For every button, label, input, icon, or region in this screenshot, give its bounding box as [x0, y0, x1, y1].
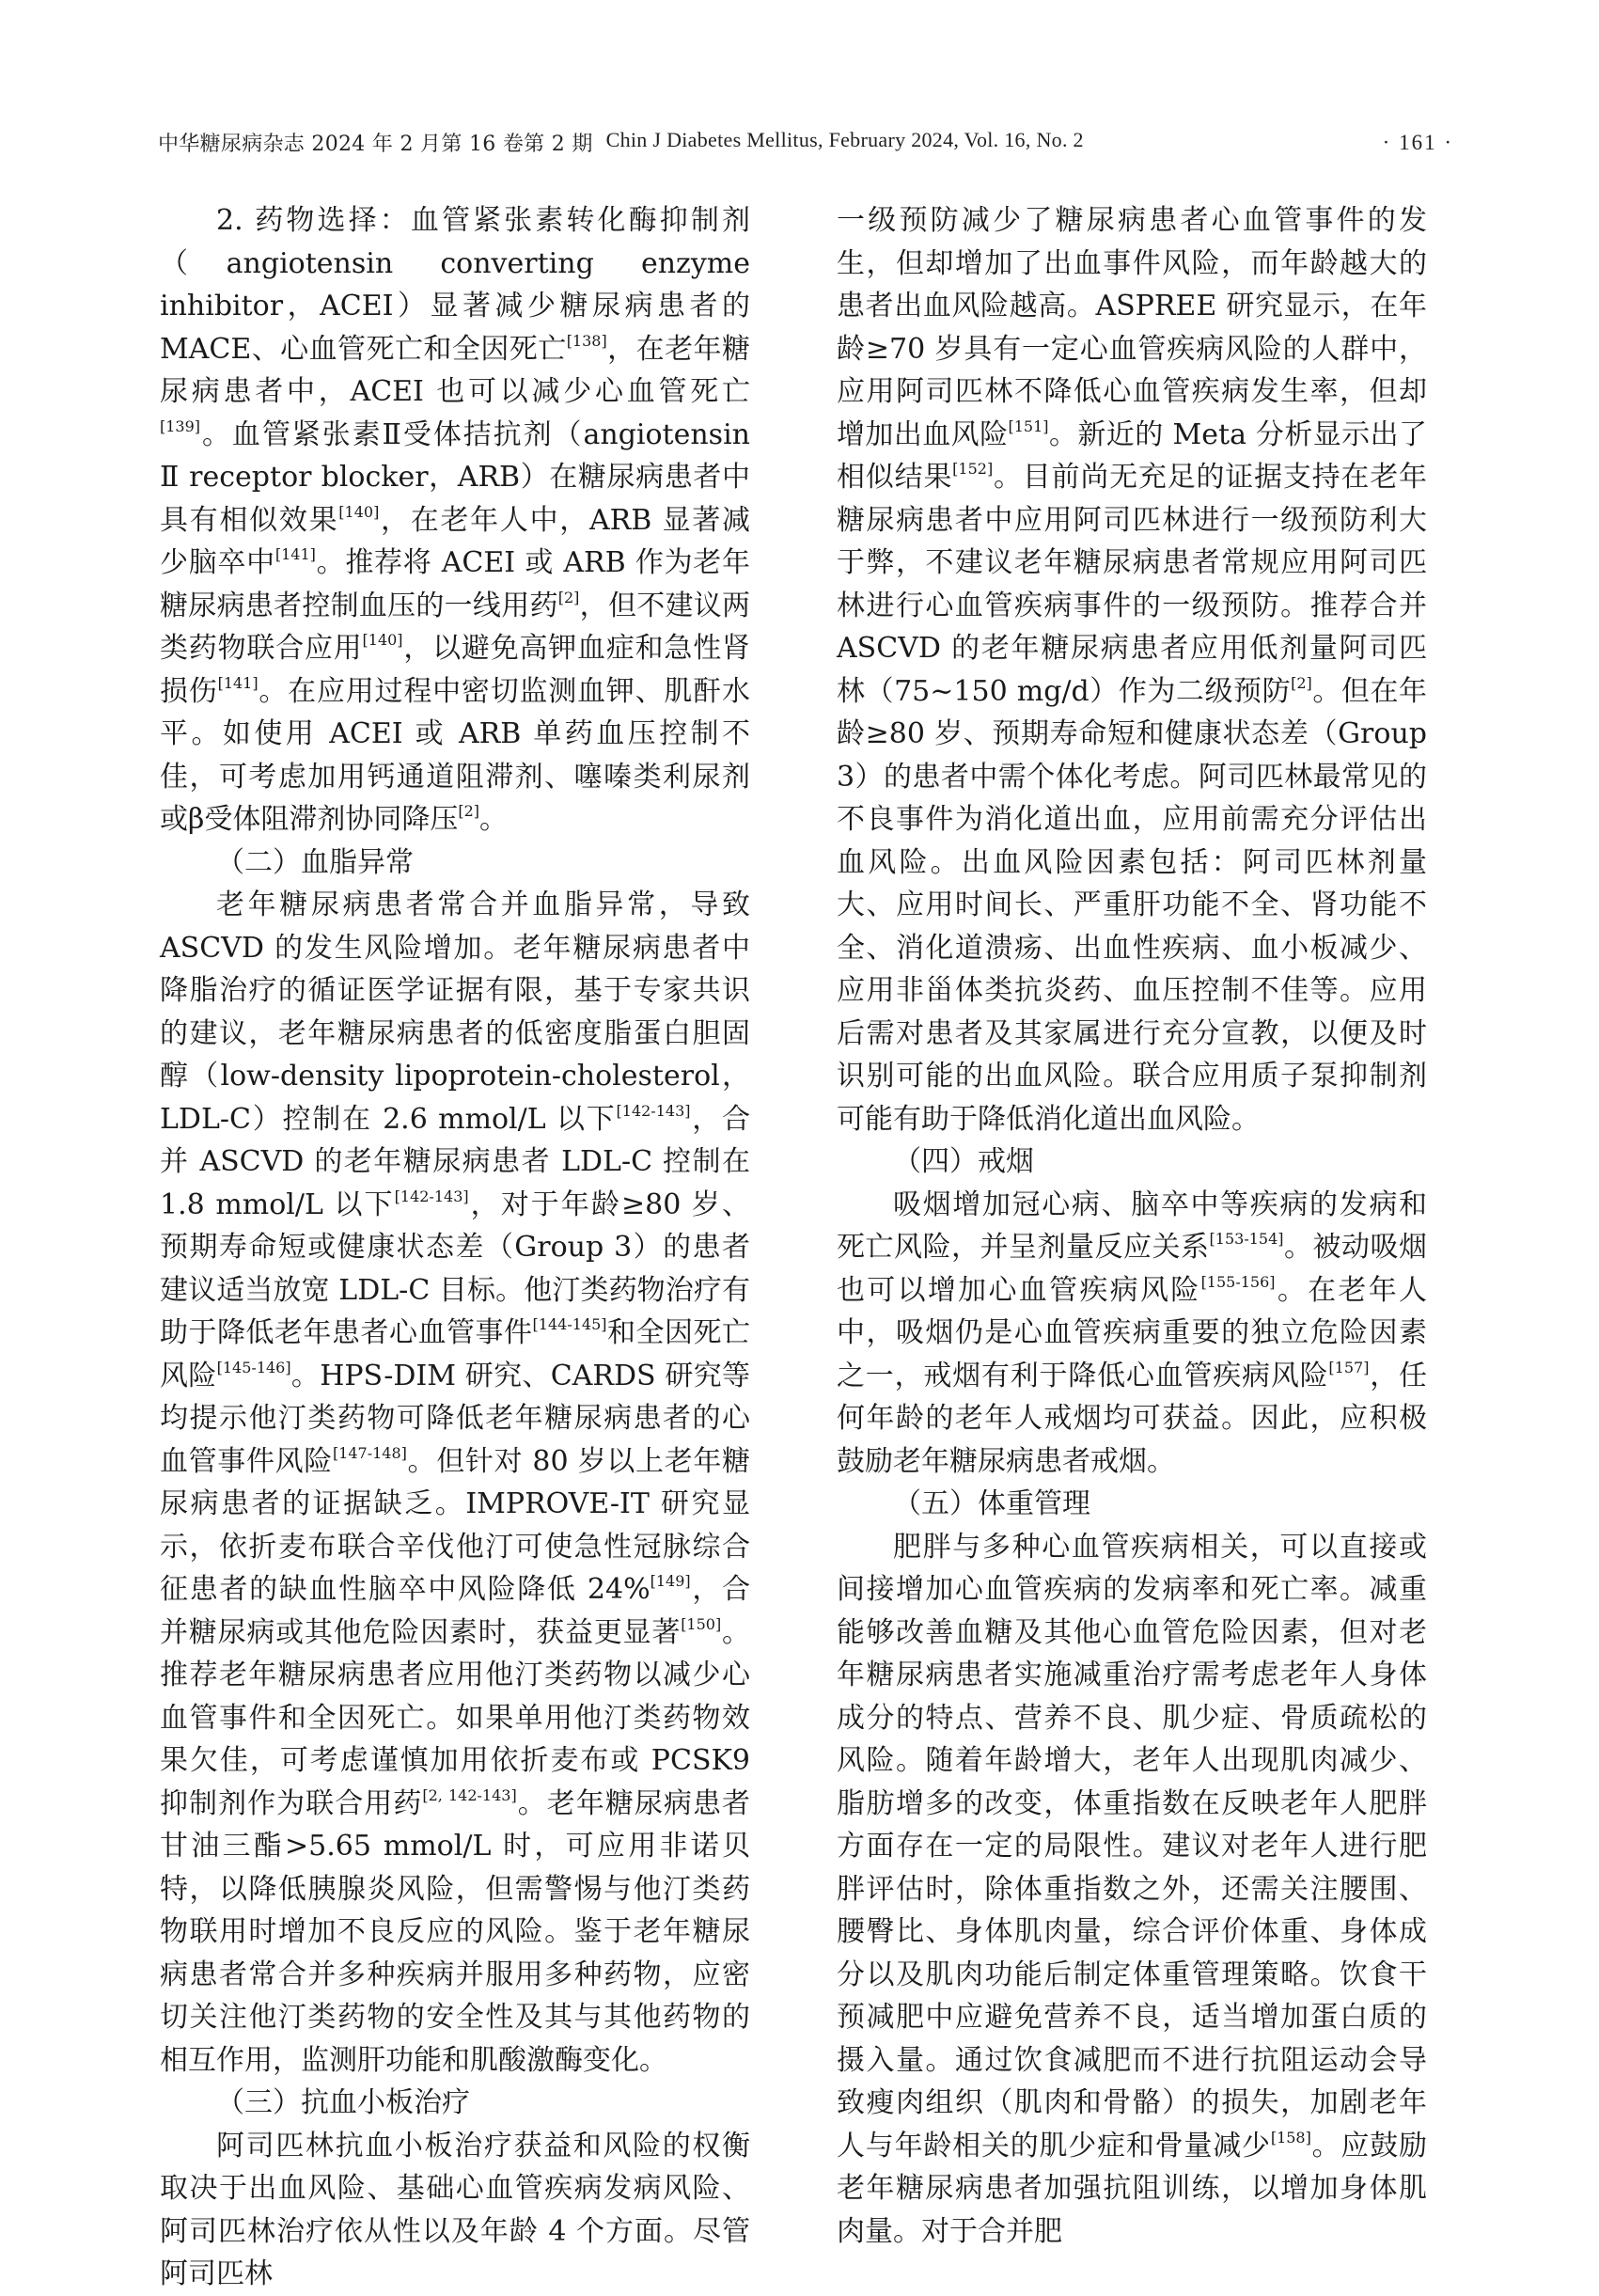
citation: [2, 142-143]	[422, 1785, 517, 1804]
citation: [141]	[217, 673, 259, 692]
citation: [144-145]	[532, 1315, 607, 1333]
citation: [153-154]	[1209, 1230, 1284, 1248]
paragraph-weight-management: 肥胖与多种心血管疾病相关，可以直接或间接增加心血管疾病的发病率和死亡率。减重能够改善血糖及其他心血管危险因素，但对老年糖尿病患者实施减重治疗需考虑老年人身体成分的特点、营养不良、肌少症、骨质疏松的风险。随着年龄增大，老年人出现肌肉减少、脂肪增多的改变，体重指数在反映老年人肥胖方面存在一定的局限性。建议对老年人进行肥胖评估时，除体重指数之外，还需关注腰围、腰臀比、身体肌肉量，综合评价体重、身体成分以及肌肉功能后制定体重管理策略。饮食干预减肥中应避免营养不良，适当增加蛋白质的摄入量。通过饮食减肥而不进行抗阻运动会导致瘦肉组织（肌肉和骨骼）的损失，加剧老年人与年龄相关的肌少症和骨量减少[158]。应鼓励老年糖尿病患者加强抗阻训练，以增加身体肌肉量。对于合并肥	[837, 1530, 1428, 2248]
citation: [2]	[557, 588, 580, 606]
citation: [149]	[650, 1572, 691, 1590]
citation: [145-146]	[216, 1358, 291, 1376]
left-column	[160, 199, 750, 2296]
citation: [157]	[1328, 1358, 1370, 1376]
paragraph-dyslipidemia: 老年糖尿病患者常合并血脂异常，导致 ASCVD 的发生风险增加。老年糖尿病患者中降脂治疗的循证医学证据有限，基于专家共识的建议，老年糖尿病患者的低密度脂蛋白胆固醇（low-density lipoprotein-cholesterol，LDL-C）控制在 2.6 mmol/L 以下[142-143]，合并 ASCVD 的老年糖尿病患者 LDL-C 控制在 1.8 mmol/L 以下[142-143]，对于年龄≥80 岁、预期寿命短或健康状态差（Group 3）的患者建议适当放宽 LDL-C 目标。他汀类药物治疗有助于降低老年患者心血管事件[144-145]和全因死亡风险[145-146]。HPS-DIM 研究、CARDS 研究等均提示他汀类药物可降低老年糖尿病患者的心血管事件风险[147-148]。但针对 80 岁以上老年糖尿病患者的证据缺乏。IMPROVE-IT 研究显示，依折麦布联合辛伐他汀可使急性冠脉综合征患者的缺血性脑卒中风险降低 24%[149]，合并糖尿病或其他危险因素时，获益更显著[150]。推荐老年糖尿病患者应用他汀类药物以减少心血管事件和全因死亡。如果单用他汀类药物效果欠佳，可考虑谨慎加用依折麦布或 PCSK9 抑制剂作为联合用药[2, 142-143]。老年糖尿病患者甘油三酯>5.65 mmol/L 时，可应用非诺贝特，以降低胰腺炎风险，但需警惕与他汀类药物联用时增加不良反应的风险。鉴于老年糖尿病患者常合并多种疾病并服用多种药物，应密切关注他汀类药物的安全性及其与其他药物的相互作用，监测肝功能和肌酸激酶变化。	[160, 889, 751, 2077]
citation: [140]	[338, 502, 380, 521]
section-heading-antiplatelet: （三）抗血小板治疗	[216, 2086, 470, 2119]
citation: [141]	[274, 545, 316, 563]
citation: [150]	[681, 1614, 722, 1633]
citation: [155-156]	[1200, 1272, 1276, 1291]
citation: [142-143]	[394, 1187, 469, 1205]
right-column	[837, 199, 1427, 2253]
paragraph-antihypertensive-drugs: 2. 药物选择：血管紧张素转化酶抑制剂（angiotensin converting enzyme inhibitor，ACEI）显著减少糖尿病患者的 MACE、心血管死亡和全因死亡[138]，在老年糖尿病患者中，ACEI 也可以减少心血管死亡[139]。血管紧张素Ⅱ受体拮抗剂（angiotensin Ⅱ receptor blocker，ARB）在糖尿病患者中具有相似效果[140]，在老年人中，ARB 显著减少脑卒中[141]。推荐将 ACEI 或 ARB 作为老年糖尿病患者控制血压的一线用药[2]，但不建议两类药物联合应用[140]，以避免高钾血症和急性肾损伤[141]。在应用过程中密切监测血钾、肌酐水平。如使用 ACEI 或 ARB 单药血压控制不佳，可考虑加用钙通道阻滞剂、噻嗪类利尿剂或β受体阻滞剂协同降压[2]。	[160, 204, 751, 836]
citation: [142-143]	[616, 1101, 691, 1120]
journal-title-en: Chin J Diabetes Mellitus, February 2024, Vol. 16, No. 2	[605, 128, 1084, 151]
paragraph-antiplatelet-continued: 一级预防减少了糖尿病患者心血管事件的发生，但却增加了出血事件风险，而年龄越大的患者出血风险越高。ASPREE 研究显示，在年龄≥70 岁具有一定心血管疾病风险的人群中，应用阿司匹林不降低心血管疾病发生率，但却增加出血风险[151]。新近的 Meta 分析显示出了相似结果[152]。目前尚无充足的证据支持在老年糖尿病患者中应用阿司匹林进行一级预防利大于弊，不建议老年糖尿病患者常规应用阿司匹林进行心血管疾病事件的一级预防。推荐合并 ASCVD 的老年糖尿病患者应用低剂量阿司匹林（75~150 mg/d）作为二级预防[2]。但在年龄≥80 岁、预期寿命短和健康状态差（Group 3）的患者中需个体化考虑。阿司匹林最常见的不良事件为消化道出血，应用前需充分评估出血风险。出血风险因素包括：阿司匹林剂量大、应用时间长、严重肝功能不全、肾功能不全、消化道溃疡、出血性疾病、血小板减少、应用非甾体类抗炎药、血压控制不佳等。应用后需对患者及其家属进行充分宣教，以便及时识别可能的出血风险。联合应用质子泵抑制剂可能有助于降低消化道出血风险。	[837, 204, 1428, 1136]
citation: [139]	[160, 417, 201, 435]
citation: [151]	[1008, 417, 1049, 435]
citation: [2]	[1291, 673, 1312, 692]
citation: [147-148]	[332, 1443, 407, 1462]
running-header	[158, 128, 1453, 157]
section-heading-dyslipidemia: （二）血脂异常	[216, 845, 414, 879]
page-number: · 161 ·	[1382, 130, 1453, 154]
paragraph-antiplatelet-start: 阿司匹林抗血小板治疗获益和风险的权衡取决于出血风险、基础心血管疾病发病风险、阿司匹林治疗依从性以及年龄 4 个方面。尽管阿司匹林	[160, 2129, 750, 2290]
journal-title-cn: 中华糖尿病杂志 2024 年 2 月第 16 卷第 2 期	[158, 133, 593, 156]
citation: [138]	[566, 331, 607, 350]
citation: [2]	[458, 802, 480, 820]
section-heading-smoking-cessation: （四）戒烟	[893, 1145, 1034, 1178]
citation: [140]	[362, 631, 403, 649]
section-heading-weight-management: （五）体重管理	[893, 1487, 1090, 1520]
citation: [152]	[952, 460, 994, 478]
citation: [158]	[1270, 2128, 1311, 2147]
paragraph-smoking-cessation: 吸烟增加冠心病、脑卒中等疾病的发病和死亡风险，并呈剂量反应关系[153-154]。被动吸烟也可以增加心血管疾病风险[155-156]。在老年人中，吸烟仍是心血管疾病重要的独立危险因素之一，戒烟有利于降低心血管疾病风险[157]，任何年龄的老年人戒烟均可获益。因此，应积极鼓励老年糖尿病患者戒烟。	[837, 1187, 1428, 1478]
